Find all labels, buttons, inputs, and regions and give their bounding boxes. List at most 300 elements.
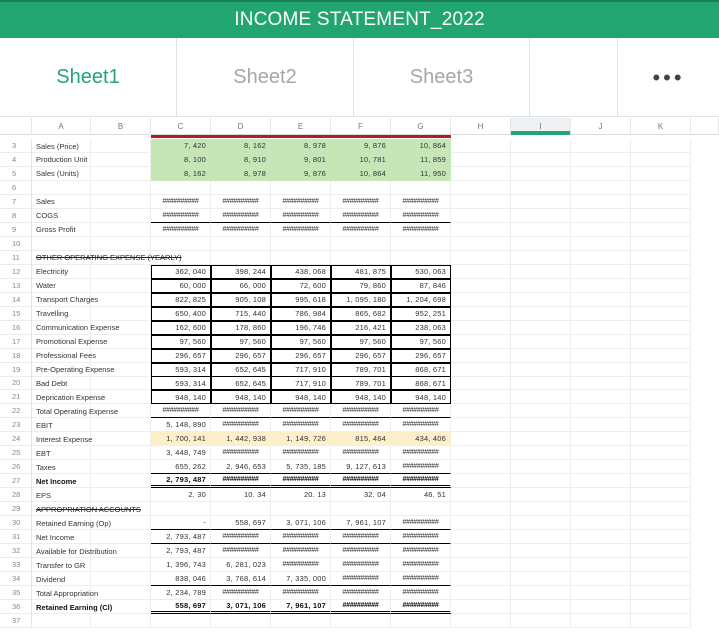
cell[interactable]	[631, 600, 691, 614]
cell-e26[interactable]: 5, 735, 185	[271, 460, 331, 474]
cell-c19[interactable]: 593, 314	[151, 363, 211, 377]
cell-d3[interactable]: 8, 162	[211, 139, 271, 153]
cell[interactable]	[571, 195, 631, 209]
cell[interactable]	[451, 195, 511, 209]
cell[interactable]	[451, 530, 511, 544]
cell-f28[interactable]: 32. 04	[331, 488, 391, 502]
cell-c31[interactable]: 2, 793, 487	[151, 530, 211, 544]
cell-g10[interactable]	[391, 237, 451, 251]
row-number[interactable]: 22	[0, 404, 32, 418]
cell-c21[interactable]: 948, 140	[151, 390, 211, 404]
column-header-f[interactable]: F	[331, 118, 391, 135]
row-label[interactable]: EBT	[36, 448, 51, 458]
cell[interactable]	[631, 167, 691, 181]
cell-d18[interactable]: 296, 657	[211, 349, 271, 363]
cell[interactable]	[511, 223, 571, 237]
cell[interactable]	[631, 446, 691, 460]
cell-f17[interactable]: 97, 560	[331, 335, 391, 349]
cell[interactable]	[571, 418, 631, 432]
cell-c6[interactable]	[151, 181, 211, 195]
cell[interactable]	[571, 335, 631, 349]
cell-c24[interactable]: 1, 700, 141	[151, 432, 211, 446]
cell-d34[interactable]: 3, 768, 614	[211, 572, 271, 586]
row-number[interactable]: 9	[0, 223, 32, 237]
row-number[interactable]: 4	[0, 153, 32, 167]
cell[interactable]	[451, 237, 511, 251]
cell-f13[interactable]: 79, 860	[331, 279, 391, 293]
cell-c17[interactable]: 97, 560	[151, 335, 211, 349]
row-label[interactable]: Transfer to GR	[36, 560, 86, 570]
cell-g32[interactable]: ##########	[391, 544, 451, 558]
cell[interactable]	[571, 474, 631, 488]
row-label[interactable]	[32, 181, 151, 195]
cell-f15[interactable]: 865, 682	[331, 307, 391, 321]
cell-e3[interactable]: 8, 978	[271, 139, 331, 153]
cell-g22[interactable]: ##########	[391, 404, 451, 418]
cell-c25[interactable]: 3, 448, 749	[151, 446, 211, 460]
cell[interactable]	[631, 544, 691, 558]
cell-g13[interactable]: 87, 846	[391, 279, 451, 293]
cell-d21[interactable]: 948, 140	[211, 390, 271, 404]
cell[interactable]	[631, 516, 691, 530]
cell-e24[interactable]: 1, 149, 726	[271, 432, 331, 446]
cell-c18[interactable]: 296, 657	[151, 349, 211, 363]
cell[interactable]	[451, 600, 511, 614]
cell-c8[interactable]: ##########	[151, 209, 211, 223]
cell[interactable]	[511, 251, 571, 265]
cell[interactable]	[631, 614, 691, 628]
cell[interactable]	[571, 349, 631, 363]
cell[interactable]	[511, 474, 571, 488]
cell-e9[interactable]: ##########	[271, 223, 331, 237]
cell-d22[interactable]: ##########	[211, 404, 271, 418]
row-number[interactable]: 34	[0, 572, 32, 586]
cell[interactable]	[631, 363, 691, 377]
cell[interactable]	[451, 279, 511, 293]
row-number[interactable]: 37	[0, 614, 32, 628]
row-label[interactable]	[32, 614, 151, 628]
cell[interactable]	[511, 460, 571, 474]
cell-d9[interactable]: ##########	[211, 223, 271, 237]
cell[interactable]	[451, 404, 511, 418]
row-label[interactable]: Transport Charges	[36, 295, 99, 305]
cell-d10[interactable]	[211, 237, 271, 251]
row-label[interactable]: Deprication Expense	[36, 392, 106, 402]
column-header-k[interactable]: K	[631, 118, 691, 135]
cell[interactable]	[511, 265, 571, 279]
cell-f31[interactable]: ##########	[331, 530, 391, 544]
cell[interactable]	[451, 251, 511, 265]
cell[interactable]	[571, 404, 631, 418]
cell[interactable]	[451, 209, 511, 223]
cell-g18[interactable]: 296, 657	[391, 349, 451, 363]
cell[interactable]	[511, 349, 571, 363]
cell-d11[interactable]	[211, 251, 271, 265]
cell-d35[interactable]: ##########	[211, 586, 271, 600]
cell[interactable]	[451, 446, 511, 460]
cell[interactable]	[571, 251, 631, 265]
cell[interactable]	[631, 195, 691, 209]
row-number[interactable]: 36	[0, 600, 32, 614]
row-label[interactable]: Net Income	[36, 476, 77, 486]
row-label[interactable]: Total Operating Expense	[36, 406, 119, 416]
row-label[interactable]	[32, 237, 151, 251]
cell-c30[interactable]: -	[151, 516, 211, 530]
cell-d27[interactable]: ##########	[211, 474, 271, 488]
cell-e8[interactable]: ##########	[271, 209, 331, 223]
row-number[interactable]: 24	[0, 432, 32, 446]
cell-e7[interactable]: ##########	[271, 195, 331, 209]
cell-g29[interactable]	[391, 502, 451, 516]
cell-e33[interactable]: ##########	[271, 558, 331, 572]
cell[interactable]	[511, 530, 571, 544]
cell-c16[interactable]: 162, 600	[151, 321, 211, 335]
cell-c15[interactable]: 650, 400	[151, 307, 211, 321]
cell[interactable]	[631, 209, 691, 223]
row-label[interactable]: EPS	[36, 490, 52, 500]
cell-f30[interactable]: 7, 961, 107	[331, 516, 391, 530]
cell-c28[interactable]: 2. 30	[151, 488, 211, 502]
row-number[interactable]: 17	[0, 335, 32, 349]
cell-f3[interactable]: 9, 876	[331, 139, 391, 153]
row-number[interactable]: 27	[0, 474, 32, 488]
cell-e29[interactable]	[271, 502, 331, 516]
column-header-a[interactable]: A	[32, 118, 91, 135]
cell[interactable]	[571, 237, 631, 251]
cell[interactable]	[571, 530, 631, 544]
row-label[interactable]: COGS	[36, 211, 59, 221]
cell[interactable]	[511, 195, 571, 209]
cell[interactable]	[511, 181, 571, 195]
cell-f25[interactable]: ##########	[331, 446, 391, 460]
cell[interactable]	[451, 418, 511, 432]
cell-g25[interactable]: ##########	[391, 446, 451, 460]
cell[interactable]	[571, 363, 631, 377]
cell-e23[interactable]: ##########	[271, 418, 331, 432]
cell-g27[interactable]: ##########	[391, 474, 451, 488]
cell-e17[interactable]: 97, 560	[271, 335, 331, 349]
cell-e30[interactable]: 3, 071, 106	[271, 516, 331, 530]
cell[interactable]	[451, 544, 511, 558]
cell-f21[interactable]: 948, 140	[331, 390, 391, 404]
cell[interactable]	[511, 390, 571, 404]
row-label[interactable]: Interest Expense	[36, 434, 93, 444]
cell[interactable]	[571, 586, 631, 600]
cell[interactable]	[571, 209, 631, 223]
cell-g7[interactable]: ##########	[391, 195, 451, 209]
cell-d33[interactable]: 6, 281, 023	[211, 558, 271, 572]
cell[interactable]	[631, 139, 691, 153]
cell-f5[interactable]: 10, 864	[331, 167, 391, 181]
cell[interactable]	[571, 223, 631, 237]
cell[interactable]	[571, 558, 631, 572]
cell-e34[interactable]: 7, 335, 000	[271, 572, 331, 586]
cell-f27[interactable]: ##########	[331, 474, 391, 488]
cell-c12[interactable]: 362, 040	[151, 265, 211, 279]
cell[interactable]	[511, 139, 571, 153]
cell[interactable]	[451, 488, 511, 502]
cell[interactable]	[511, 614, 571, 628]
row-number[interactable]: 19	[0, 363, 32, 377]
cell-e6[interactable]	[271, 181, 331, 195]
cell[interactable]	[631, 279, 691, 293]
cell[interactable]	[571, 321, 631, 335]
cell-d17[interactable]: 97, 560	[211, 335, 271, 349]
cell-e5[interactable]: 9, 876	[271, 167, 331, 181]
cell[interactable]	[631, 460, 691, 474]
cell[interactable]	[631, 265, 691, 279]
row-label[interactable]: Taxes	[36, 462, 56, 472]
cell-d19[interactable]: 652, 645	[211, 363, 271, 377]
cell-g14[interactable]: 1, 204, 698	[391, 293, 451, 307]
cell[interactable]	[511, 237, 571, 251]
row-number[interactable]: 12	[0, 265, 32, 279]
cell-e12[interactable]: 438, 068	[271, 265, 331, 279]
cell-f4[interactable]: 10, 781	[331, 153, 391, 167]
cell-d5[interactable]: 8, 978	[211, 167, 271, 181]
row-number[interactable]: 29	[0, 502, 32, 516]
cell-c14[interactable]: 822, 825	[151, 293, 211, 307]
row-number[interactable]: 30	[0, 516, 32, 530]
row-number[interactable]: 3	[0, 139, 32, 153]
row-number[interactable]: 14	[0, 293, 32, 307]
cell[interactable]	[511, 418, 571, 432]
cell[interactable]	[511, 209, 571, 223]
cell[interactable]	[451, 516, 511, 530]
column-header-d[interactable]: D	[211, 118, 271, 135]
row-label[interactable]: Water	[36, 281, 56, 291]
cell-g21[interactable]: 948, 140	[391, 390, 451, 404]
cell[interactable]	[631, 181, 691, 195]
cell[interactable]	[631, 586, 691, 600]
cell-g33[interactable]: ##########	[391, 558, 451, 572]
cell-e16[interactable]: 196, 746	[271, 321, 331, 335]
cell-g24[interactable]: 434, 406	[391, 432, 451, 446]
column-header-c[interactable]: C	[151, 118, 211, 135]
cell-c32[interactable]: 2, 793, 487	[151, 544, 211, 558]
cell-g11[interactable]	[391, 251, 451, 265]
cell-g9[interactable]: ##########	[391, 223, 451, 237]
cell-d6[interactable]	[211, 181, 271, 195]
cell-g16[interactable]: 238, 063	[391, 321, 451, 335]
cell[interactable]	[631, 432, 691, 446]
cell[interactable]	[451, 153, 511, 167]
cell-f14[interactable]: 1, 095, 180	[331, 293, 391, 307]
cell[interactable]	[451, 139, 511, 153]
cell-g31[interactable]: ##########	[391, 530, 451, 544]
cell-d15[interactable]: 715, 440	[211, 307, 271, 321]
cell[interactable]	[511, 572, 571, 586]
row-number[interactable]: 5	[0, 167, 32, 181]
cell[interactable]	[631, 530, 691, 544]
cell[interactable]	[571, 293, 631, 307]
row-number[interactable]: 13	[0, 279, 32, 293]
row-label[interactable]: Retained Earning (Cl)	[36, 602, 113, 612]
cell-g30[interactable]: ##########	[391, 516, 451, 530]
cell[interactable]	[631, 502, 691, 516]
cell[interactable]	[511, 321, 571, 335]
cell-g8[interactable]: ##########	[391, 209, 451, 223]
cell[interactable]	[511, 446, 571, 460]
row-label[interactable]: Dividend	[36, 574, 66, 584]
row-label[interactable]: Net Income	[36, 532, 75, 542]
cell-g26[interactable]: ##########	[391, 460, 451, 474]
cell[interactable]	[571, 153, 631, 167]
cell-c34[interactable]: 838, 046	[151, 572, 211, 586]
cell-c26[interactable]: 655, 262	[151, 460, 211, 474]
cell-e11[interactable]	[271, 251, 331, 265]
cell-c10[interactable]	[151, 237, 211, 251]
cell-f6[interactable]	[331, 181, 391, 195]
cell-c7[interactable]: ##########	[151, 195, 211, 209]
cell-e14[interactable]: 995, 618	[271, 293, 331, 307]
cell[interactable]	[451, 321, 511, 335]
cell-f10[interactable]	[331, 237, 391, 251]
cell[interactable]	[511, 363, 571, 377]
tab-sheet2[interactable]: Sheet2	[177, 38, 354, 117]
row-number[interactable]: 23	[0, 418, 32, 432]
cell-e28[interactable]: 20. 13	[271, 488, 331, 502]
row-label[interactable]: Sales	[36, 197, 55, 207]
cell[interactable]	[571, 432, 631, 446]
cell[interactable]	[571, 376, 631, 390]
cell[interactable]	[631, 390, 691, 404]
cell[interactable]	[631, 558, 691, 572]
row-label[interactable]: Communication Expense	[36, 323, 120, 333]
cell-c22[interactable]: ##########	[151, 404, 211, 418]
cell[interactable]	[511, 404, 571, 418]
cell[interactable]	[451, 460, 511, 474]
cell[interactable]	[631, 307, 691, 321]
row-number[interactable]: 8	[0, 209, 32, 223]
cell[interactable]	[571, 167, 631, 181]
cell[interactable]	[631, 488, 691, 502]
cell[interactable]	[571, 488, 631, 502]
spreadsheet-grid[interactable]	[0, 118, 719, 632]
cell-d25[interactable]: ##########	[211, 446, 271, 460]
cell[interactable]	[571, 572, 631, 586]
cell-g19[interactable]: 868, 671	[391, 363, 451, 377]
cell-c4[interactable]: 8, 100	[151, 153, 211, 167]
cell[interactable]	[631, 251, 691, 265]
cell-g35[interactable]: ##########	[391, 586, 451, 600]
row-number[interactable]: 16	[0, 321, 32, 335]
cell-d36[interactable]: 3, 071, 106	[211, 600, 271, 614]
cell[interactable]	[631, 153, 691, 167]
cell-d32[interactable]: ##########	[211, 544, 271, 558]
cell-e36[interactable]: 7, 961, 107	[271, 600, 331, 614]
cell-c33[interactable]: 1, 396, 743	[151, 558, 211, 572]
cell[interactable]	[511, 516, 571, 530]
cell-c35[interactable]: 2, 234, 789	[151, 586, 211, 600]
row-label[interactable]: Professional Fees	[36, 351, 97, 361]
row-number[interactable]: 6	[0, 181, 32, 195]
cell-d16[interactable]: 178, 860	[211, 321, 271, 335]
cell-e37[interactable]	[271, 614, 331, 628]
cell-f37[interactable]	[331, 614, 391, 628]
cell[interactable]	[451, 572, 511, 586]
cell-f11[interactable]	[331, 251, 391, 265]
cell[interactable]	[451, 167, 511, 181]
cell-g17[interactable]: 97, 560	[391, 335, 451, 349]
cell-e27[interactable]: ##########	[271, 474, 331, 488]
cell[interactable]	[511, 279, 571, 293]
cell-f34[interactable]: ##########	[331, 572, 391, 586]
column-header-l[interactable]	[691, 118, 719, 135]
cell-d14[interactable]: 905, 108	[211, 293, 271, 307]
cell[interactable]	[631, 293, 691, 307]
cell-c20[interactable]: 593, 314	[151, 376, 211, 390]
cell-f23[interactable]: ##########	[331, 418, 391, 432]
tab-sheet3[interactable]: Sheet3	[354, 38, 530, 117]
cell-f33[interactable]: ##########	[331, 558, 391, 572]
cell-d12[interactable]: 398, 244	[211, 265, 271, 279]
cell-g12[interactable]: 530, 063	[391, 265, 451, 279]
column-header-b[interactable]: B	[91, 118, 151, 135]
cell-e22[interactable]: ##########	[271, 404, 331, 418]
cell[interactable]	[511, 432, 571, 446]
row-label[interactable]: EBIT	[36, 420, 53, 430]
cell[interactable]	[511, 335, 571, 349]
cell-c36[interactable]: 558, 697	[151, 600, 211, 614]
cell-c37[interactable]	[151, 614, 211, 628]
cell-d23[interactable]: ##########	[211, 418, 271, 432]
row-number[interactable]: 32	[0, 544, 32, 558]
cell-f18[interactable]: 296, 657	[331, 349, 391, 363]
row-label[interactable]: APPROPRIATION ACCOUNTS	[36, 504, 141, 514]
cell[interactable]	[451, 223, 511, 237]
row-label[interactable]: Retained Earning (Op)	[36, 518, 112, 528]
cell[interactable]	[571, 544, 631, 558]
cell[interactable]	[511, 502, 571, 516]
cell-d29[interactable]	[211, 502, 271, 516]
row-label[interactable]: Bad Debt	[36, 378, 68, 388]
cell[interactable]	[571, 600, 631, 614]
cell-g34[interactable]: ##########	[391, 572, 451, 586]
column-header-e[interactable]: E	[271, 118, 331, 135]
row-label[interactable]: Sales (Price)	[36, 141, 79, 151]
cell[interactable]	[451, 335, 511, 349]
cell-g20[interactable]: 868, 671	[391, 376, 451, 390]
cell[interactable]	[451, 614, 511, 628]
column-header-g[interactable]: G	[391, 118, 451, 135]
cell-g28[interactable]: 46. 51	[391, 488, 451, 502]
row-number[interactable]: 10	[0, 237, 32, 251]
cell[interactable]	[631, 572, 691, 586]
cell-g4[interactable]: 11, 859	[391, 153, 451, 167]
column-header-i[interactable]: I	[511, 118, 571, 135]
cell-e32[interactable]: ##########	[271, 544, 331, 558]
cell-f36[interactable]: ##########	[331, 600, 391, 614]
cell-g37[interactable]	[391, 614, 451, 628]
cell-d37[interactable]	[211, 614, 271, 628]
cell-f32[interactable]: ##########	[331, 544, 391, 558]
row-number[interactable]: 11	[0, 251, 32, 265]
cell-e25[interactable]: ##########	[271, 446, 331, 460]
cell[interactable]	[631, 418, 691, 432]
cell-e35[interactable]: ##########	[271, 586, 331, 600]
cell-f16[interactable]: 216, 421	[331, 321, 391, 335]
cell[interactable]	[451, 432, 511, 446]
cell-g15[interactable]: 952, 251	[391, 307, 451, 321]
row-label[interactable]: Promotional Expense	[36, 337, 108, 347]
row-label[interactable]: Gross Profit	[36, 225, 76, 235]
cell[interactable]	[571, 307, 631, 321]
cell[interactable]	[631, 223, 691, 237]
cell-e31[interactable]: ##########	[271, 530, 331, 544]
cell[interactable]	[451, 586, 511, 600]
cell[interactable]	[451, 265, 511, 279]
